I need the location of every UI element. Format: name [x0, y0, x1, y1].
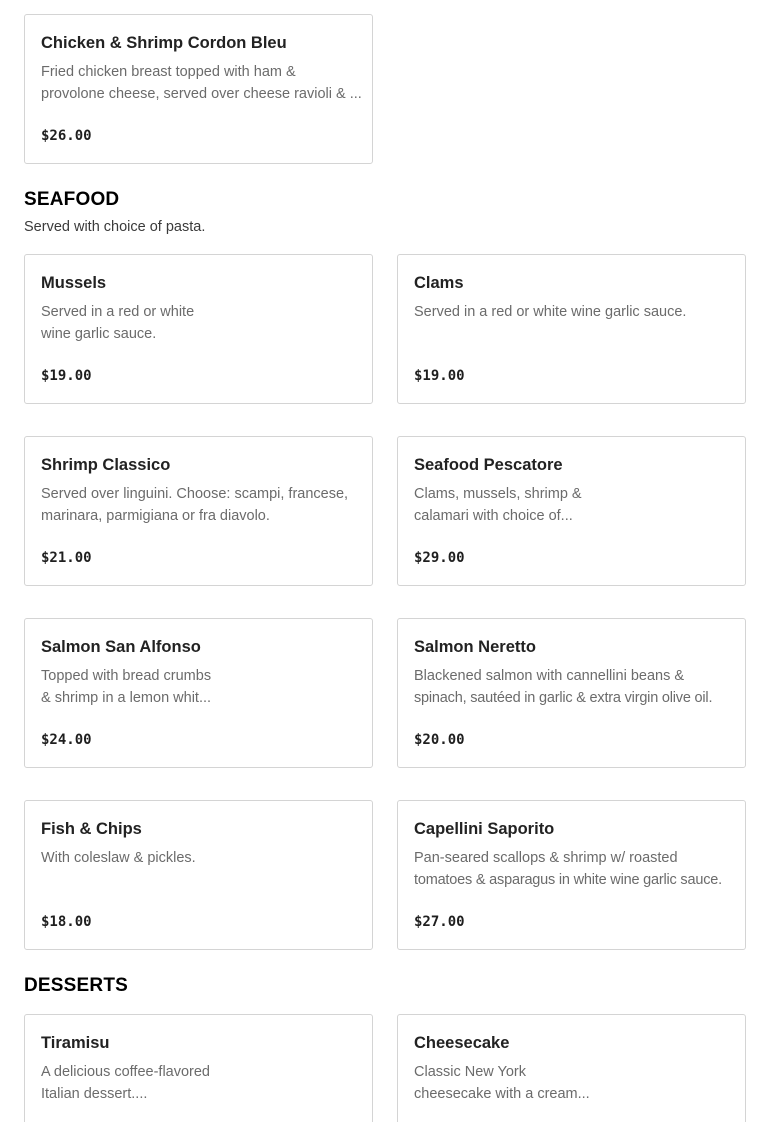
item-name: Salmon Neretto	[414, 638, 536, 656]
item-name: Cheesecake	[414, 1034, 510, 1052]
menu-item-card[interactable]	[397, 800, 746, 950]
item-description-line: A delicious coffee-flavored	[41, 1064, 211, 1080]
item-description	[41, 483, 358, 527]
item-description	[41, 847, 358, 869]
item-description	[414, 301, 731, 323]
menu-item-card[interactable]	[24, 254, 373, 404]
item-name: Shrimp Classico	[41, 456, 171, 474]
item-description	[41, 301, 358, 345]
item-name: Clams	[414, 274, 464, 292]
section-title-seafood: SEAFOOD	[24, 189, 120, 210]
menu-item-card[interactable]	[24, 618, 373, 768]
item-description-line: With coleslaw & pickles.	[41, 850, 196, 866]
section-title-desserts: DESSERTS	[24, 975, 129, 996]
item-description	[414, 847, 731, 891]
item-price: $18.00	[41, 914, 92, 930]
item-price: $19.00	[41, 368, 92, 384]
item-price: $24.00	[41, 732, 92, 748]
item-description-line: provolone cheese, served over cheese ravioli & ...	[41, 86, 362, 102]
menu-item-card[interactable]	[397, 436, 746, 586]
item-description	[41, 665, 358, 709]
item-name: Seafood Pescatore	[414, 456, 563, 474]
item-description-line: tomatoes & asparagus in white wine garlic sauce.	[414, 872, 722, 888]
item-name: Fish & Chips	[41, 820, 142, 838]
item-price: $21.00	[41, 550, 92, 566]
menu-item-card[interactable]	[397, 618, 746, 768]
item-description-line: Served in a red or white wine garlic sauce.	[414, 304, 687, 320]
item-name: Salmon San Alfonso	[41, 638, 201, 656]
item-price: $26.00	[41, 128, 92, 144]
item-description	[41, 1061, 358, 1105]
item-description-line: calamari with choice of...	[414, 508, 573, 524]
menu-item-card[interactable]	[24, 1014, 373, 1122]
item-name: Mussels	[41, 274, 107, 292]
item-description-line: spinach, sautéed in garlic & extra virgin olive oil.	[414, 690, 713, 706]
item-description-line: Fried chicken breast topped with ham &	[41, 64, 296, 80]
section-subtitle-seafood: Served with choice of pasta.	[24, 219, 206, 235]
menu-item-card[interactable]	[24, 800, 373, 950]
item-description-line: Classic New York	[414, 1064, 527, 1080]
item-description-line: Italian dessert....	[41, 1086, 148, 1102]
item-description-line: Served over linguini. Choose: scampi, francese,	[41, 486, 349, 502]
item-price: $29.00	[414, 550, 465, 566]
item-description-line: Clams, mussels, shrimp &	[414, 486, 582, 502]
item-name: Chicken & Shrimp Cordon Bleu	[41, 34, 287, 52]
item-price: $27.00	[414, 914, 465, 930]
item-description-line: Topped with bread crumbs	[41, 668, 212, 684]
item-description	[414, 665, 731, 709]
item-description-line: marinara, parmigiana or fra diavolo.	[41, 508, 270, 524]
item-description	[41, 61, 362, 105]
menu-item-card[interactable]	[24, 436, 373, 586]
item-name: Tiramisu	[41, 1034, 110, 1052]
item-price: $19.00	[414, 368, 465, 384]
item-name: Capellini Saporito	[414, 820, 555, 838]
item-description	[414, 1061, 731, 1105]
menu-item-card[interactable]	[24, 14, 373, 164]
item-description	[414, 483, 731, 527]
item-description-line: Pan-seared scallops & shrimp w/ roasted	[414, 850, 678, 866]
item-description-line: & shrimp in a lemon whit...	[41, 690, 212, 706]
item-description-line: Blackened salmon with cannellini beans &	[414, 668, 685, 684]
item-price: $20.00	[414, 732, 465, 748]
item-description-line: wine garlic sauce.	[41, 326, 157, 342]
menu-item-card[interactable]	[397, 1014, 746, 1122]
item-description-line: Served in a red or white	[41, 304, 195, 320]
menu-item-card[interactable]	[397, 254, 746, 404]
item-description-line: cheesecake with a cream...	[414, 1086, 590, 1102]
